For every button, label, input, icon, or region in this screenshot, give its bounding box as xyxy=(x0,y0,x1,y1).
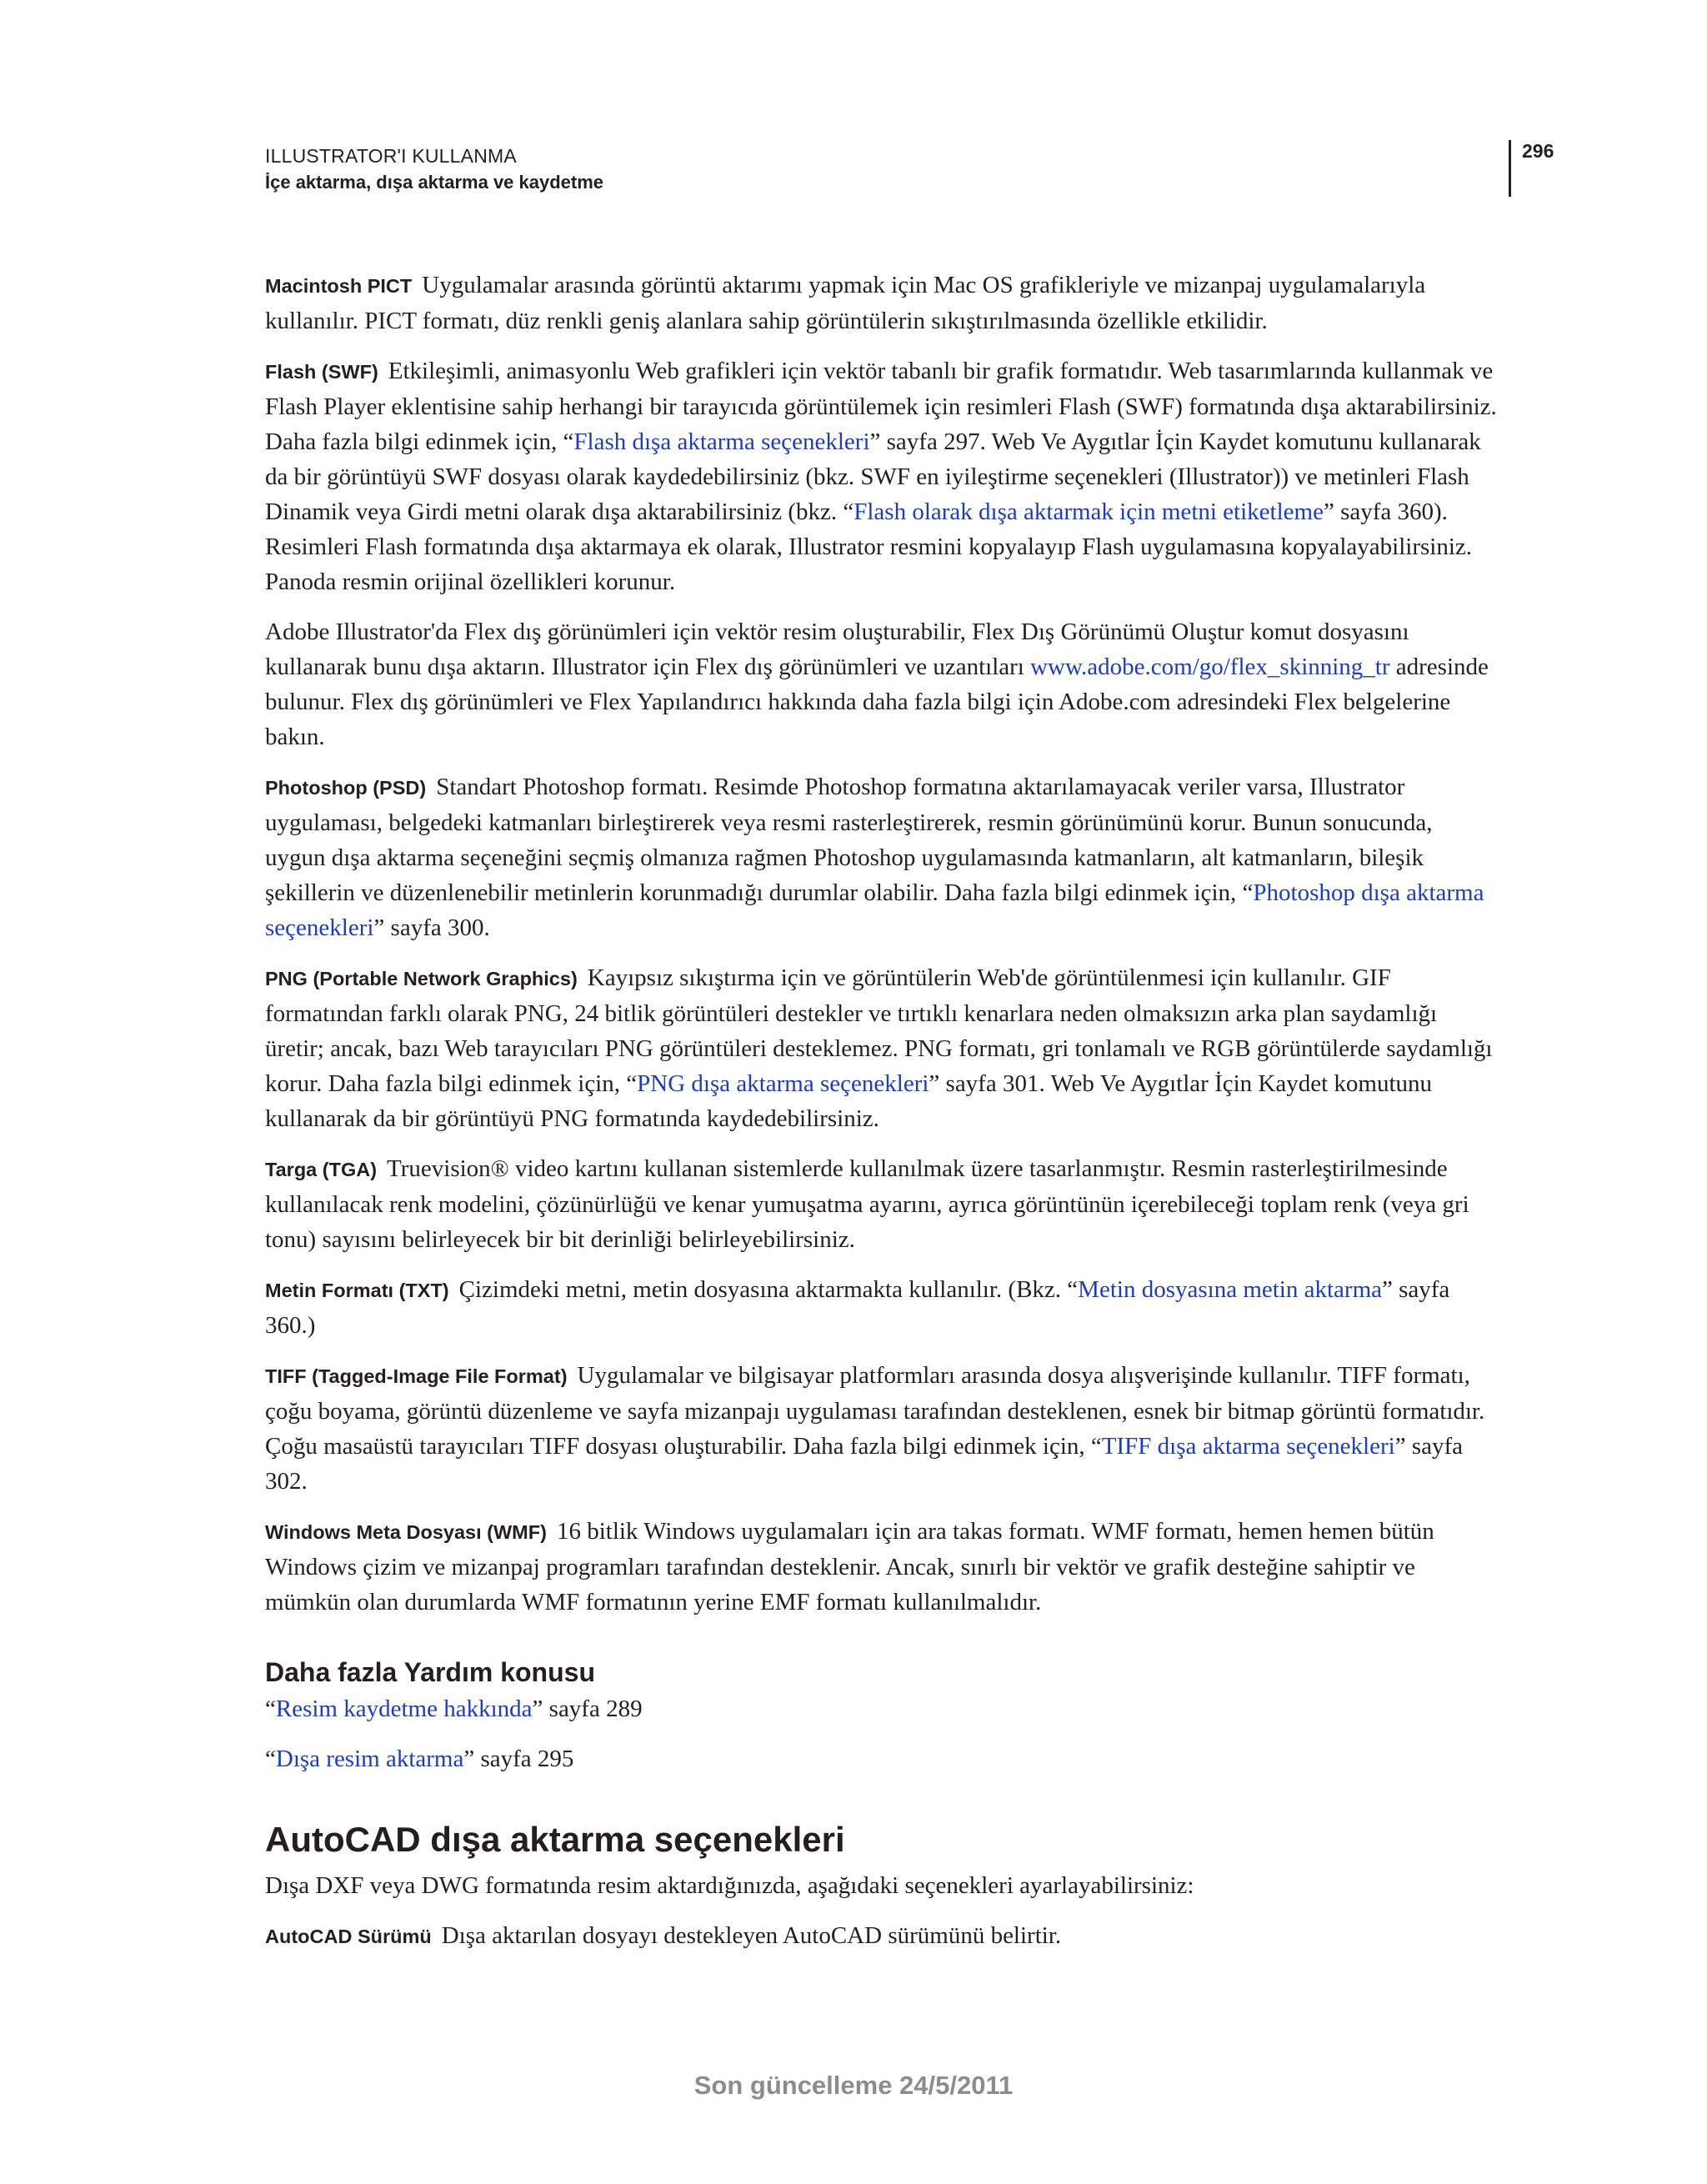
definition-term: PNG (Portable Network Graphics) xyxy=(265,968,578,989)
quote-open: “ xyxy=(265,1746,276,1772)
cross-reference-link[interactable]: Photoshop dışa aktarma seçenekleri xyxy=(265,879,1484,941)
definition-text: Etkileşimli, animasyonlu Web grafikleri için vektör tabanlı bir grafik formatıdır. Web tasarımlarında kullanmak ve Flash Player eklentisine sahip herhangi bir tarayıcıda görüntülemek için resimleri Flash (SWF) formatında dışa aktarabilirsiniz. Daha fazla bilgi edinmek için, “ xyxy=(265,358,1497,455)
definition-term: Photoshop (PSD) xyxy=(265,777,427,799)
footer-last-updated: Son güncelleme 24/5/2011 xyxy=(693,2071,1014,2100)
definition-text: Standart Photoshop formatı. Resimde Photoshop formatına aktarılamayacak veriler varsa, Illustrator uygulaması, belgedeki katmanları birleştirerek veya resmi rasterleştirerek, resmin görünümünü korur. Bunun sonucunda, uygun dışa aktarma seçeneğini seçmiş olmanıza rağmen Photoshop uygulamasında katmanların, alt katmanların, bileşik şekillerin ve düzenlenebilir metinlerin korunmadığı durumlar olabilir. Daha fazla bilgi edinmek için, “ xyxy=(265,774,1433,906)
definition-term: Windows Meta Dosyası (WMF) xyxy=(265,1521,547,1543)
cross-reference-link[interactable]: www.adobe.com/go/flex_skinning_tr xyxy=(1030,654,1390,680)
definition-text: Uygulamalar arasında görüntü aktarımı yapmak için Mac OS grafikleriyle ve mizanpaj uygulamalarıyla kullanılır. PICT formatı, düz renkli geniş alanlara sahip görüntülerin sıkıştırılmasında özellikle etkilidir. xyxy=(265,272,1426,334)
definition-entry xyxy=(265,1358,1497,1499)
definition-text: ” sayfa 360.) xyxy=(265,1276,1450,1339)
format-list xyxy=(265,268,1497,1620)
definition-text: 16 bitlik Windows uygulamaları için ara takas formatı. WMF formatı, hemen hemen bütün Windows çizim ve mizanpaj programları tarafından desteklenir. Ancak, sınırlı bir vektör ve grafik desteğine sahiptir ve mümkün olan durumlarda WMF formatının yerine EMF formatı kullanılmalıdır. xyxy=(265,1518,1434,1615)
definition-term: Flash (SWF) xyxy=(265,361,378,383)
definition-text: Adobe Illustrator'da Flex dış görünümleri için vektör resim oluşturabilir, Flex Dış Görünümü Oluştur komut dosyasını kullanarak bunu dışa aktarın. Illustrator için Flex dış görünümleri ve uzantıları xyxy=(265,619,1409,680)
related-link-item xyxy=(265,1691,1497,1726)
definition-text: ” sayfa 300. xyxy=(373,914,490,941)
definition-entry xyxy=(265,268,1497,338)
definition-text: ” sayfa 302. xyxy=(265,1433,1463,1495)
definition-term: TIFF (Tagged-Image File Format) xyxy=(265,1365,568,1387)
definition-entry xyxy=(265,353,1497,599)
definition-term: AutoCAD Sürümü xyxy=(265,1926,432,1947)
definition-text: ” sayfa 297. Web Ve Aygıtlar İçin Kaydet komutunu kullanarak da bir görüntüyü SWF dosyası olarak kaydedebilirsiniz (bkz. SWF en iyileştirme seçenekleri (Illustrator)) ve metinleri Flash Dinamik veya Girdi metni olarak dışa aktarabilirsiniz (bkz. “ xyxy=(265,428,1481,525)
definition-entry xyxy=(265,1151,1497,1257)
page-content xyxy=(265,268,1497,1969)
more-help-heading: Daha fazla Yardım konusu xyxy=(265,1657,595,1687)
cross-reference-link[interactable]: Metin dosyasına metin aktarma xyxy=(1078,1276,1382,1303)
related-link[interactable]: Dışa resim aktarma xyxy=(275,1746,464,1772)
header-title: ILLUSTRATOR'I KULLANMA xyxy=(265,145,517,167)
definition-text: adresinde bulunur. Flex dış görünümleri ve Flex Yapılandırıcı hakkında daha fazla bilgi için Adobe.com adresindeki Flex belgelerine bakın. xyxy=(265,654,1489,750)
definition-entry xyxy=(265,769,1497,945)
related-link-page: ” sayfa 295 xyxy=(463,1746,574,1772)
definition-entry xyxy=(265,614,1497,754)
running-header xyxy=(265,143,603,195)
definition-entry xyxy=(265,1514,1497,1620)
definition-text: ” sayfa 301. Web Ve Aygıtlar İçin Kaydet komutunu kullanarak da bir görüntüyü PNG formatında kaydedebilirsiniz. xyxy=(265,1070,1433,1132)
cross-reference-link[interactable]: PNG dışa aktarma seçenekleri xyxy=(637,1070,929,1097)
cross-reference-link[interactable]: Flash olarak dışa aktarmak için metni etiketleme xyxy=(854,498,1324,525)
quote-open: “ xyxy=(265,1696,276,1722)
cross-reference-link[interactable]: Flash dışa aktarma seçenekleri xyxy=(573,428,870,455)
header-subtitle: İçe aktarma, dışa aktarma ve kaydetme xyxy=(265,172,604,193)
definition-term: Metin Formatı (TXT) xyxy=(265,1280,449,1301)
definition-text: Kayıpsız sıkıştırma için ve görüntülerin Web'de görüntülenmesi için kullanılır. GIF formatından farklı olarak PNG, 24 bitlik görüntüleri destekler ve tırtıklı kenarlara neden olmaksızın arka plan saydamlığı üretir; ancak, bazı Web tarayıcıları PNG görüntüleri desteklemez. PNG formatı, gri tonlamalı ve RGB görüntülerde saydamlığı korur. Daha fazla bilgi edinmek için, “ xyxy=(265,964,1493,1097)
definition-entry xyxy=(265,1272,1497,1343)
definition-entry xyxy=(265,1918,1497,1954)
definition-text: Truevision® video kartını kullanan sistemlerde kullanılmak üzere tasarlanmıştır. Resmin rasterleştirilmesinde kullanılacak renk modelini, çözünürlüğü ve kenar yumuşatma ayarını, ayrıca görüntünün içerebileceği toplam renk (veya gri tonu) sayısını belirleyecek bir bit derinliği belirleyebilirsiniz. xyxy=(265,1155,1469,1253)
definition-term: Macintosh PICT xyxy=(265,275,413,297)
page-number: 296 xyxy=(1522,140,1554,162)
definition-text: Çizimdeki metni, metin dosyasına aktarmakta kullanılır. (Bkz. “ xyxy=(458,1276,1079,1303)
related-link[interactable]: Resim kaydetme hakkında xyxy=(275,1696,533,1722)
section-intro: Dışa DXF veya DWG formatında resim aktardığınızda, aşağıdaki seçenekleri ayarlayabilirsiniz: xyxy=(265,1872,1194,1899)
related-link-item xyxy=(265,1741,1497,1776)
definition-text: ” sayfa 360). Resimleri Flash formatında dışa aktarmaya ek olarak, Illustrator resmini kopyalayıp Flash uygulamasına kopyalayabilirsiniz. Panoda resmin orijinal özellikleri korunur. xyxy=(265,498,1473,595)
definition-text: Uygulamalar ve bilgisayar platformları arasında dosya alışverişinde kullanılır. TIFF formatı, çoğu boyama, görüntü düzenleme ve sayfa mizanpajı uygulaması tarafından desteklenen, esnek bir bitmap görüntü formatıdır. Çoğu masaüstü tarayıcıları TIFF dosyası oluşturabilir. Daha fazla bilgi edinmek için, “ xyxy=(265,1362,1485,1460)
section-heading: AutoCAD dışa aktarma seçenekleri xyxy=(265,1820,845,1859)
cross-reference-link[interactable]: TIFF dışa aktarma seçenekleri xyxy=(1101,1433,1395,1460)
definition-text: Dışa aktarılan dosyayı destekleyen AutoCAD sürümünü belirtir. xyxy=(441,1922,1062,1949)
related-link-page: ” sayfa 289 xyxy=(532,1696,643,1722)
header-divider xyxy=(1509,140,1511,197)
definition-term: Targa (TGA) xyxy=(265,1159,378,1180)
definition-entry xyxy=(265,960,1497,1136)
